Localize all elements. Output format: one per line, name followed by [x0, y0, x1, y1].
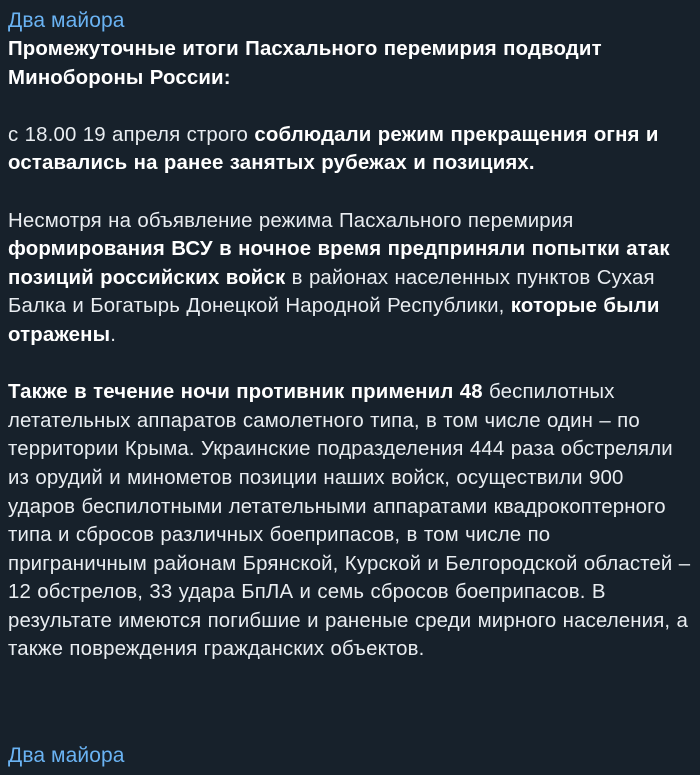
next-post-author-name[interactable]: Два майора — [8, 744, 125, 767]
channel-author-name[interactable]: Два майора — [8, 9, 125, 32]
plain-text: Несмотря на объявление режима Пасхального перемирия — [8, 209, 574, 232]
paragraph-gap — [8, 92, 692, 121]
bold-text: соблюдали режим прекращения огня и оставались на ранее занятых рубежах и позициях. — [8, 123, 659, 175]
plain-text: в районах населенных пунктов Сухая Балка и Богатырь Донецкой Народной Республики, — [8, 266, 655, 318]
plain-text: . — [110, 323, 117, 346]
plain-text: беспилотных летательных аппаратов самолетного типа, в том числе один – по территории Крыма. Украинские подразделения 444 раза обстреляли из орудий и минометов позиции наших войск, осуществили 900 ударов беспилотными летательными аппаратами квадрокоптерного типа и сбросов различных боеприпасов, в том числе по приграничным районам Брянской, Курской и Белгородской областей – 12 обстрелов, 33 удара БпЛА и семь сбросов боеприпасов. В результате имеются погибшие и раненые среди мирного населения, а также повреждения гражданских объектов. — [8, 381, 691, 661]
paragraph-drones — [8, 378, 692, 664]
paragraph-summary — [8, 35, 692, 92]
plain-text: с 18.00 19 апреля строго — [8, 123, 255, 146]
bold-text: формирования ВСУ в ночное время предприняли попытки атак позиций российских войск — [8, 238, 670, 289]
paragraph-gap — [8, 178, 692, 207]
paragraph-gap — [8, 350, 692, 379]
bold-text: Промежуточные итоги Пасхального перемирия подводит Минобороны России: — [8, 38, 602, 89]
message-text — [8, 35, 692, 664]
bold-text: которые были отражены — [8, 295, 660, 346]
bold-text: Также в течение ночи противник применил 48 — [8, 381, 483, 404]
paragraph-attacks — [8, 207, 692, 350]
paragraph-ceasefire-observed — [8, 121, 692, 178]
